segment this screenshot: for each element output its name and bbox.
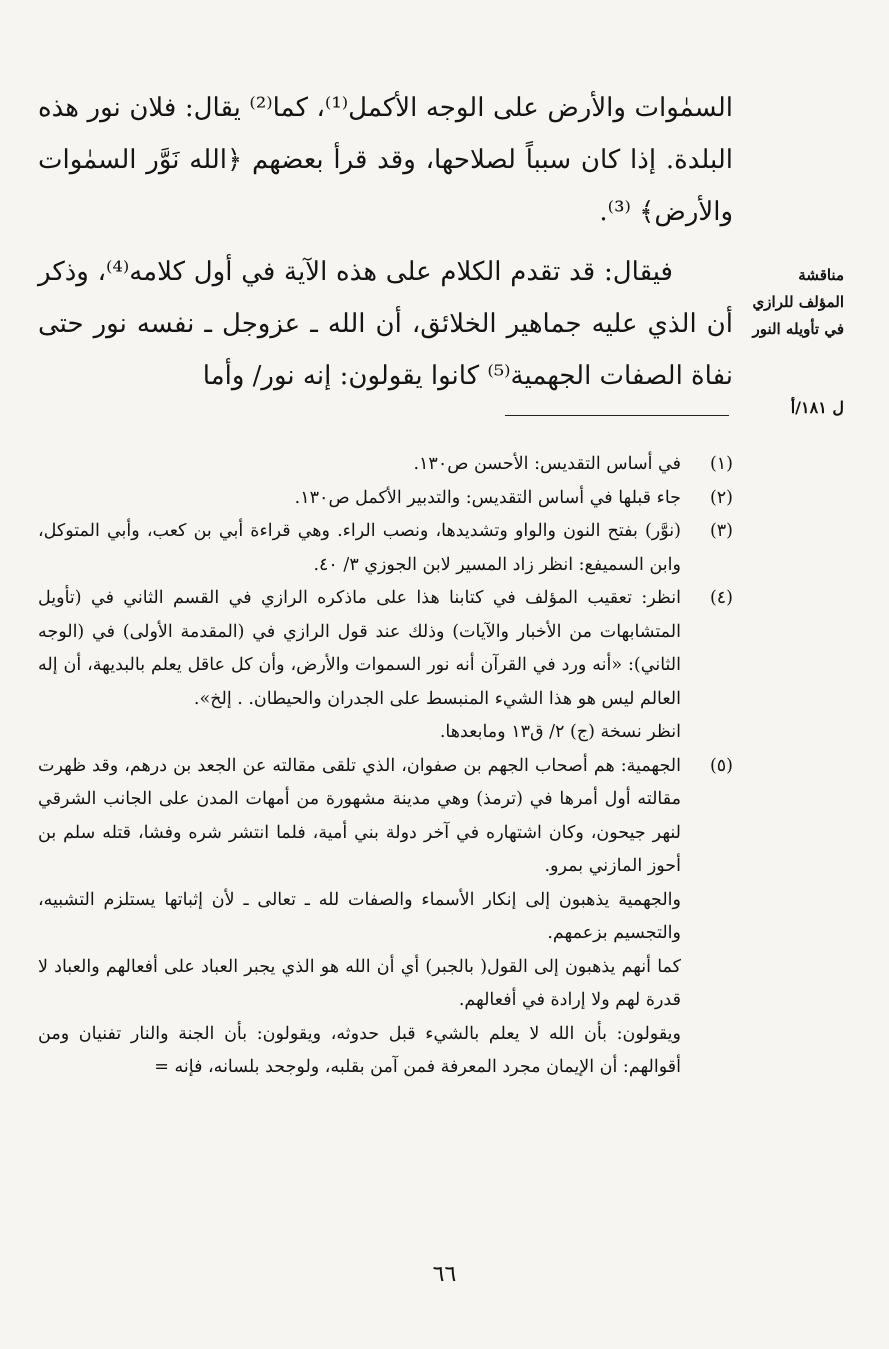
footnote-body (38, 448, 681, 482)
footnote-text: انظر: تعقيب المؤلف في كتابنا هذا على ماذكره الرازي في القسم الثاني في (تأويل المتشابهات من الأخبار والآيات) وذلك عند قول الرازي في (المقدمة الأولى) في (الوجه الثاني): «أنه ورد في القرآن أنه نور السموات والأرض، وأن كل عاقل يعلم بالبديهة، أن إله العالم ليس هو هذا الشيء المنبسط على الجدران والحيطان. . إلخ». (38, 588, 681, 709)
main-paragraph-1: السمٰوات والأرض على الوجه الأكمل⁽¹⁾، كما⁽²⁾ يقال: فلان نور هذه البلدة. إذا كان سبباً لصلاحها، وقد قرأ بعضهم ﴿الله نَوَّر السمٰوات والأرض﴾ ⁽³⁾. (38, 93, 733, 227)
manuscript-reference: ل ١٨١/أ (790, 398, 844, 417)
margin-note: مناقشة المؤلف للرازي في تأويله النور (752, 266, 844, 338)
footnote-body (38, 750, 681, 1085)
main-paragraph-2: فيقال: قد تقدم الكلام على هذه الآية في أول كلامه⁽⁴⁾، وذكر أن الذي عليه جماهير الخلائق، أن الله ـ عزوجل ـ نفسه نور حتى نفاة الصفات الجهمية⁽⁵⁾ كانوا يقولون: إنه نور/ وأما (38, 257, 733, 391)
footnote-number: (٥) (709, 755, 733, 776)
footnote-body (38, 482, 681, 516)
footnote-number: (١) (709, 454, 733, 474)
footnote-1 (38, 448, 733, 482)
footnote-2 (38, 482, 733, 516)
footnotes (38, 448, 733, 1085)
footnote-body (38, 515, 681, 582)
footnote-5 (38, 750, 733, 1085)
footnote-text: ويقولون: بأن الله لا يعلم بالشيء قبل حدوثه، ويقولون: بأن الجنة والنار تفنيان ومن أقوالهم: أن الإيمان مجرد المعرفة فمن آمن بقلبه، ولوجحد بلسانه، فإنه = (38, 1023, 681, 1077)
footnote-text: انظر نسخة (ج) ٢/ ق١٣ ومابعدها. (439, 722, 681, 742)
footnote-3 (38, 515, 733, 582)
footnote-text: الجهمية: هم أصحاب الجهم بن صفوان، الذي تلقى مقالته عن الجعد بن درهم، وقد ظهرت مقالته أول أمرها في (ترمذ) وهي مدينة مشهورة من أمهات المدن على الجانب الشرقي لنهر جيحون، وكان اشتهاره في آخر دولة بني أمية، فلما انتشر شره وفشا، قتله سلم بن أحوز المازني بمرو. (38, 755, 681, 876)
page-number: ٦٦ (432, 1262, 457, 1287)
footnote-4 (38, 582, 733, 750)
footnote-body (38, 582, 681, 750)
main-text (38, 82, 733, 402)
footnote-text: جاء قبلها في أساس التقديس: والتدبير الأكمل ص١٣٠. (294, 487, 681, 508)
footnote-text: في أساس التقديس: الأحسن ص١٣٠. (413, 454, 681, 474)
footnote-number: (٢) (709, 487, 733, 508)
footnote-text: (نوَّر) بفتح النون والواو وتشديدها، ونصب الراء. وهي قراءة أبي بن كعب، وأبي المتوكل، وابن السميفع: انظر زاد المسير لابن الجوزي ٣/ ٤٠. (38, 521, 681, 575)
footnote-text: والجهمية يذهبون إلى إنكار الأسماء والصفات لله ـ تعالى ـ لأن إثباتها يستلزم التشبيه، والتجسيم بزعمهم. (38, 889, 681, 943)
footnote-separator (505, 415, 729, 416)
footnote-number: (٤) (709, 588, 733, 608)
footnote-number: (٣) (709, 521, 733, 541)
footnote-text: كما أنهم يذهبون إلى القول( بالجبر) أي أن الله هو الذي يجبر العباد على أفعالهم والعباد لا قدرة لهم ولا إرادة في أفعالهم. (38, 956, 681, 1010)
